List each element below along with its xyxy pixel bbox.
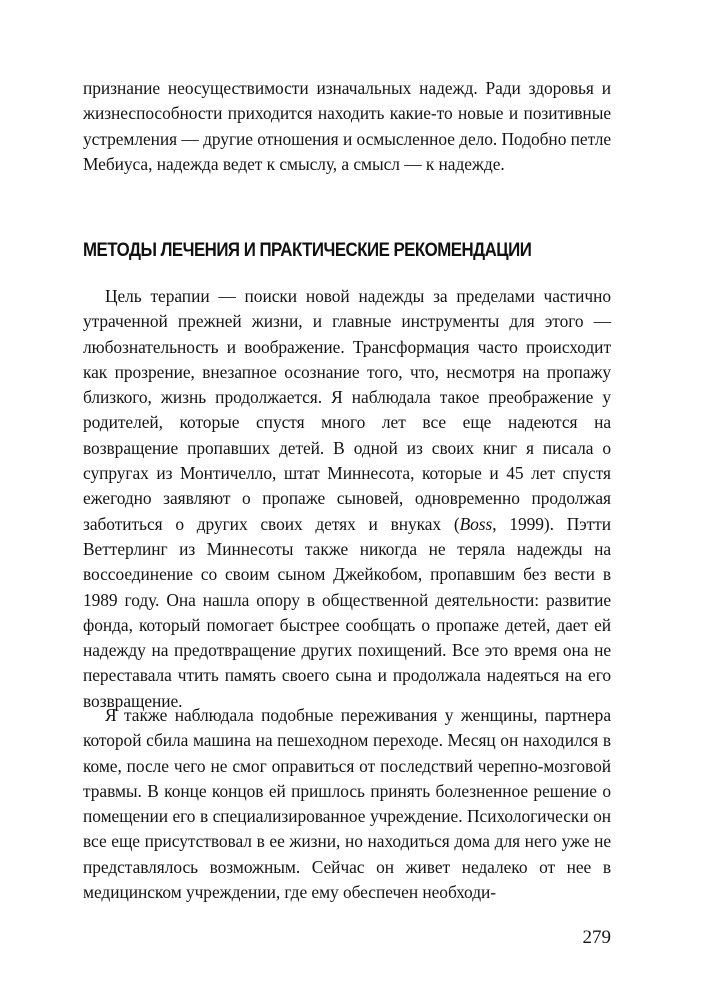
- section-heading: МЕТОДЫ ЛЕЧЕНИЯ И ПРАКТИЧЕСКИЕ РЕКОМЕНДАЦИИ: [83, 239, 532, 261]
- paragraph-text: , 1999). Пэтти Веттерлинг из Миннесоты также никогда не теряла надежды на воссоединение со своим сыном Джейкобом, пропавшим без вести в 1989 году. Она нашла опору в общественной деятельности: развитие фонда, который помогает быстрее сообщать о пропаже детей, дает ей надежду на предотвращение других похищений. Все это время она не переставала чтить память своего сына и продолжала надеяться на его возвращение.: [83, 513, 611, 711]
- paragraph-text: Цель терапии — поиски новой надежды за пределами частично утраченной прежней жизни, и главные инструменты для этого — любознательность и воображение. Трансформация часто происходит как прозрение, внезапное осознание того, что, несмотря на пропажу близкого, жизнь продолжается. Я наблюдала такое преображение у родителей, которые спустя много лет все еще надеются на возвращение пропавших детей. В одной из своих книг я писала о супругах из Монтичелло, штат Миннесота, которые и 45 лет спустя ежегодно заявляют о пропаже сыновей, одновременно продолжая заботиться о других своих детях и внуках (: [83, 286, 611, 534]
- page-number: 279: [582, 927, 611, 948]
- citation-author: Boss: [459, 513, 493, 534]
- paragraph-continued: признание неосуществимости изначальных надежд. Ради здоровья и жизнеспособности приходится находить какие-то новые и позитивные устремления — другие отношения и осмысленное дело. Подобно петле Мебиуса, надежда ведет к смыслу, а смысл — к надежде.: [83, 78, 611, 174]
- paragraph-woman-partner: Я также наблюдала подобные переживания у женщины, партнера которой сбила машина на пешеходном переходе. Месяц он находился в коме, после чего не смог оправиться от последствий черепно-мозговой травмы. В конце концов ей пришлось принять болезненное решение о помещении его в специализированное учреждение. Психологически он все еще присутствовал в ее жизни, но находиться дома для него уже не представлялось возможным. Сейчас он живет недалеко от нее в медицинском учреждении, где ему обеспечен необходи-: [83, 705, 611, 903]
- book-page: [83, 76, 611, 976]
- paragraph-therapy-goal: [83, 284, 611, 714]
